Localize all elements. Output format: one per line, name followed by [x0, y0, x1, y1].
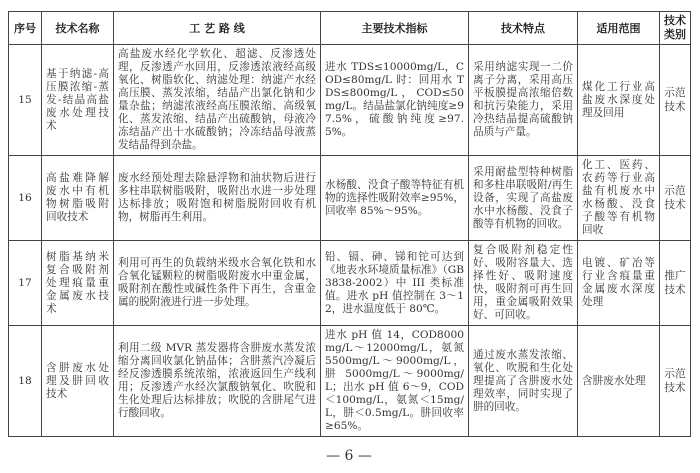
- header-process: 工 艺 路 线: [114, 12, 321, 45]
- row-category: 示范技术: [660, 45, 691, 156]
- row-category: 推广技术: [660, 241, 691, 326]
- row-name: 树脂基纳米复合吸附剂处理痕量重金属废水技术: [42, 241, 114, 326]
- row-scope: 化工、医药、农药等行业高盐有机废水中水杨酸、没食子酸等有机物回收: [578, 156, 660, 241]
- row-no: 15: [9, 45, 42, 156]
- row-indicators: 进水 TDS≤10000mg/L，COD≤80mg/L 时：回用水 TDS≤800mg/L，COD≤50mg/L。结晶盐氯化钠纯度≥97.5%，硫酸钠纯度≥97.5%。: [321, 45, 469, 156]
- header-name: 技术名称: [42, 12, 114, 45]
- table-row: [9, 326, 691, 437]
- row-scope: 含肼废水处理: [578, 326, 660, 437]
- header-scope: 适用范围: [578, 12, 660, 45]
- row-category: 示范技术: [660, 326, 691, 437]
- row-name: 基于纳滤-高压膜浓缩-蒸发-结晶高盐废水处理技术: [42, 45, 114, 156]
- header-no: 序号: [9, 12, 42, 45]
- row-category: 示范技术: [660, 156, 691, 241]
- row-name: 高盐难降解废水中有机物树脂吸附回收技术: [42, 156, 114, 241]
- row-process: 利用可再生的负载纳米级水合氧化铁和水合氧化锰颗粒的树脂吸附废水中重金属，吸附剂在酸性或碱性条件下再生，含重金属的脱附液进行进一步处理。: [114, 241, 321, 326]
- row-indicators: 进水 pH 值 14，COD8000mg/L～12000mg/L，氨氮 5500mg/L～9000mg/L，肼 5000mg/L～9000mg/L；出水 pH 值 6～9，COD＜100mg/L，氨氮＜15mg/L，肼＜0.5mg/L。肼回收率≥65%。: [321, 326, 469, 437]
- page-number: — 6 —: [326, 448, 372, 464]
- row-indicators: 铅、镉、砷、锑和铊可达到《地表水环境质量标准》（GB 3838-2002）中 III 类标准值。进水 pH 值控制在 3～12，进水温度低于 80℃。: [321, 241, 469, 326]
- row-indicators: 水杨酸、没食子酸等特征有机物的选择性吸附效率≥95%，回收率 85%～95%。: [321, 156, 469, 241]
- row-no: 16: [9, 156, 42, 241]
- table-row: [9, 156, 691, 241]
- row-process: 废水经预处理去除悬浮物和油状物后进行多柱串联树脂吸附，吸附出水进一步处理达标排放；吸附饱和树脂脱附回收有机物，树脂再生利用。: [114, 156, 321, 241]
- row-no: 17: [9, 241, 42, 326]
- row-features: 复合吸附剂稳定性好、吸附容量大、选择性好、吸附速度快，吸附剂可再生回用，重金属吸附效果好、可回收。: [469, 241, 578, 326]
- table-header-row: [9, 12, 691, 45]
- row-features: 采用纳滤实现一二价离子分离，采用高压平板膜提高浓缩倍数和抗污染能力，采用冷热结晶提高硫酸钠品质与产量。: [469, 45, 578, 156]
- row-name: 含肼废水处理及肼回收技术: [42, 326, 114, 437]
- row-features: 采用耐盐型特种树脂和多柱串联吸附/再生设备，实现了高盐废水中水杨酸、没食子酸等有机物的回收。: [469, 156, 578, 241]
- row-scope: 电镀、矿冶等行业含痕量重金属废水深度处理: [578, 241, 660, 326]
- header-features: 技术特点: [469, 12, 578, 45]
- header-indicators: 主要技术指标: [321, 12, 469, 45]
- table-row: [9, 45, 691, 156]
- header-category: 技术类别: [660, 12, 691, 45]
- table-row: [9, 241, 691, 326]
- row-features: 通过废水蒸发浓缩、氧化、吹脱和生化处理提高了含肼废水处理效率，同时实现了肼的回收。: [469, 326, 578, 437]
- row-scope: 煤化工行业高盐废水深度处理及回用: [578, 45, 660, 156]
- row-no: 18: [9, 326, 42, 437]
- row-process: 高盐废水经化学软化、超滤、反渗透处理，反渗透产水回用，反渗透浓液经高级氧化、树脂软化、纳滤处理：纳滤产水经高压膜、蒸发浓缩，结晶产出氯化钠和少量杂盐；纳滤浓液经高压膜浓缩、高级氧化、蒸发浓缩、结晶产出硫酸钠，母液冷冻结晶产出十水硫酸钠；冷冻结晶母液蒸发结晶得到杂盐。: [114, 45, 321, 156]
- technology-table: [8, 11, 691, 437]
- row-process: 利用二级 MVR 蒸发器将含肼废水蒸发浓缩分离回收氯化钠晶体；含肼蒸汽冷凝后经反渗透膜系统浓缩，浓液返回生产线利用；反渗透产水经次氯酸钠氧化、吹脱和生化处理后达标排放；吹脱的含肼尾气进行酸回收。: [114, 326, 321, 437]
